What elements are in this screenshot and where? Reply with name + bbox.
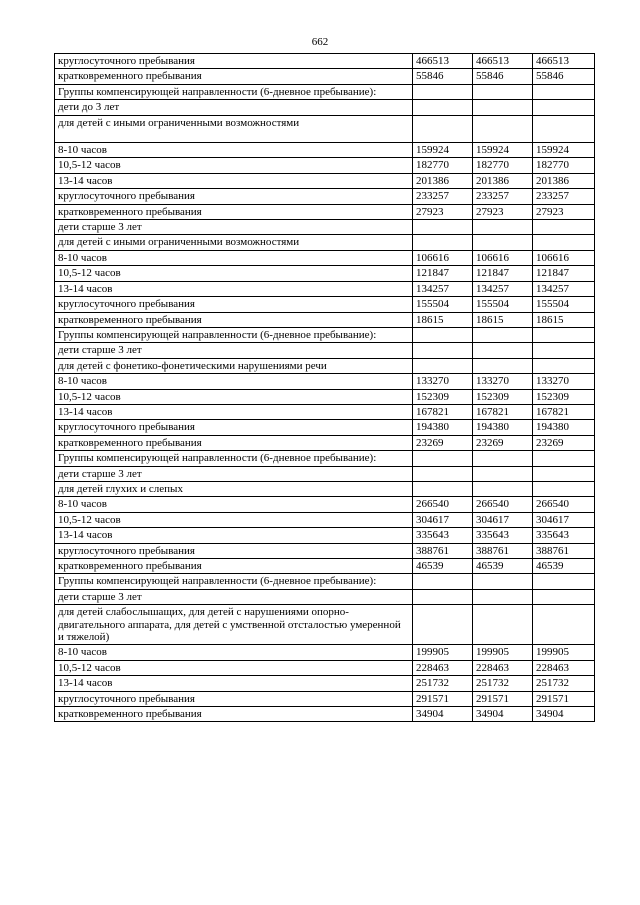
value-cell [413,481,473,496]
table-row [55,220,595,235]
value-cell: 182770 [413,158,473,173]
value-cell [413,466,473,481]
row-label: Группы компенсирующей направленности (6-дневное пребывание): [55,84,413,99]
value-cell [413,115,473,142]
value-cell [473,115,533,142]
table-row [55,54,595,69]
value-cell: 121847 [473,266,533,281]
table-row [55,69,595,84]
value-cell [413,343,473,358]
row-label: 13-14 часов [55,528,413,543]
value-cell: 34904 [473,707,533,722]
row-label: 13-14 часов [55,173,413,188]
value-cell: 106616 [533,250,595,265]
value-cell: 291571 [473,691,533,706]
value-cell: 201386 [473,173,533,188]
value-cell [533,358,595,373]
value-cell [533,100,595,115]
value-cell: 304617 [473,512,533,527]
value-cell: 23269 [533,435,595,450]
row-label: 8-10 часов [55,497,413,512]
value-cell: 55846 [473,69,533,84]
table-row [55,420,595,435]
value-cell [473,327,533,342]
value-cell [413,451,473,466]
value-cell [473,605,533,645]
row-label: дети старше 3 лет [55,466,413,481]
table-row [55,660,595,675]
table-row [55,266,595,281]
table-row [55,374,595,389]
value-cell: 228463 [413,660,473,675]
value-cell [413,84,473,99]
table-row [55,559,595,574]
value-cell: 133270 [473,374,533,389]
value-cell: 152309 [533,389,595,404]
value-cell: 23269 [473,435,533,450]
table-row [55,691,595,706]
value-cell: 46539 [533,559,595,574]
page-number: 662 [311,36,329,48]
row-label: 10,5-12 часов [55,660,413,675]
table-row [55,512,595,527]
row-label: 10,5-12 часов [55,266,413,281]
table-row [55,343,595,358]
row-label: 13-14 часов [55,281,413,296]
value-cell [413,358,473,373]
value-cell [413,327,473,342]
row-label: 10,5-12 часов [55,512,413,527]
table-row [55,574,595,589]
value-cell: 388761 [473,543,533,558]
value-cell: 466513 [413,54,473,69]
value-cell [413,589,473,604]
table-row [55,543,595,558]
table-row [55,84,595,99]
value-cell: 199905 [473,645,533,660]
table-row [55,466,595,481]
value-cell: 182770 [473,158,533,173]
value-cell [533,235,595,250]
value-cell: 46539 [413,559,473,574]
table-row [55,158,595,173]
value-cell: 167821 [413,404,473,419]
value-cell: 23269 [413,435,473,450]
row-label: кратковременного пребывания [55,204,413,219]
row-label: круглосуточного пребывания [55,543,413,558]
value-cell: 27923 [413,204,473,219]
value-cell [473,451,533,466]
value-cell: 34904 [413,707,473,722]
value-cell: 133270 [533,374,595,389]
row-label: кратковременного пребывания [55,707,413,722]
table-row [55,173,595,188]
table-row [55,100,595,115]
row-label: кратковременного пребывания [55,435,413,450]
table-row [55,528,595,543]
value-cell: 182770 [533,158,595,173]
value-cell: 155504 [473,297,533,312]
table-row [55,297,595,312]
value-cell: 251732 [533,676,595,691]
value-cell: 194380 [413,420,473,435]
value-cell [533,451,595,466]
table-row [55,707,595,722]
table-row [55,676,595,691]
value-cell: 133270 [413,374,473,389]
value-cell: 291571 [413,691,473,706]
value-cell: 201386 [533,173,595,188]
row-label: 10,5-12 часов [55,158,413,173]
value-cell: 152309 [473,389,533,404]
row-label: 8-10 часов [55,143,413,158]
value-cell: 159924 [413,143,473,158]
row-label: дети до 3 лет [55,100,413,115]
value-cell: 34904 [533,707,595,722]
value-cell: 159924 [533,143,595,158]
value-cell: 304617 [413,512,473,527]
row-label: для детей с иными ограниченными возможностями [55,115,413,142]
value-cell: 194380 [473,420,533,435]
value-cell: 121847 [413,266,473,281]
value-cell: 18615 [473,312,533,327]
value-cell: 121847 [533,266,595,281]
value-cell: 194380 [533,420,595,435]
row-label: Группы компенсирующей направленности (6-дневное пребывание): [55,451,413,466]
table-row [55,281,595,296]
value-cell [533,343,595,358]
value-cell [473,466,533,481]
table-row [55,312,595,327]
row-label: 10,5-12 часов [55,389,413,404]
value-cell: 201386 [413,173,473,188]
table-row [55,451,595,466]
value-cell: 266540 [533,497,595,512]
value-cell [413,605,473,645]
row-label: 13-14 часов [55,404,413,419]
value-cell: 251732 [473,676,533,691]
value-cell: 55846 [413,69,473,84]
row-label: кратковременного пребывания [55,559,413,574]
value-cell: 266540 [473,497,533,512]
row-label: дети старше 3 лет [55,220,413,235]
tariff-table-body [55,54,595,722]
row-label: 8-10 часов [55,374,413,389]
value-cell [533,466,595,481]
value-cell [533,220,595,235]
value-cell: 266540 [413,497,473,512]
value-cell [473,343,533,358]
table-row [55,189,595,204]
value-cell [533,605,595,645]
value-cell: 388761 [533,543,595,558]
row-label: 13-14 часов [55,676,413,691]
row-label: круглосуточного пребывания [55,420,413,435]
value-cell [533,589,595,604]
row-label: кратковременного пребывания [55,312,413,327]
row-label: для детей с фонетико-фонетическими нарушениями речи [55,358,413,373]
table-row [55,605,595,645]
value-cell: 228463 [473,660,533,675]
tariff-table [54,53,595,722]
table-row [55,404,595,419]
row-label: для детей глухих и слепых [55,481,413,496]
value-cell: 27923 [473,204,533,219]
value-cell: 134257 [473,281,533,296]
value-cell [533,481,595,496]
table-row [55,235,595,250]
table-row [55,389,595,404]
value-cell: 159924 [473,143,533,158]
value-cell: 134257 [413,281,473,296]
table-row [55,204,595,219]
value-cell [473,589,533,604]
value-cell [413,574,473,589]
table-row [55,589,595,604]
value-cell: 167821 [533,404,595,419]
value-cell: 18615 [413,312,473,327]
row-label: дети старше 3 лет [55,589,413,604]
value-cell: 304617 [533,512,595,527]
value-cell: 152309 [413,389,473,404]
row-label: круглосуточного пребывания [55,54,413,69]
value-cell [533,327,595,342]
value-cell [533,84,595,99]
value-cell: 106616 [413,250,473,265]
value-cell: 466513 [473,54,533,69]
table-row [55,645,595,660]
value-cell: 155504 [413,297,473,312]
value-cell [473,358,533,373]
value-cell: 106616 [473,250,533,265]
table-row [55,143,595,158]
row-label: 8-10 часов [55,250,413,265]
value-cell: 335643 [533,528,595,543]
value-cell: 251732 [413,676,473,691]
row-label: кратковременного пребывания [55,69,413,84]
value-cell: 134257 [533,281,595,296]
value-cell [413,235,473,250]
table-row [55,481,595,496]
row-label: дети старше 3 лет [55,343,413,358]
value-cell [533,574,595,589]
table-row [55,250,595,265]
value-cell: 466513 [533,54,595,69]
row-label: для детей с иными ограниченными возможностями [55,235,413,250]
value-cell [473,100,533,115]
table-row [55,115,595,142]
row-label: Группы компенсирующей направленности (6-дневное пребывание): [55,574,413,589]
row-label: круглосуточного пребывания [55,189,413,204]
row-label: для детей слабослышащих, для детей с нарушениями опорно-двигательного аппарата, для детей с умственной отсталостью умеренной и тяжелой) [55,605,413,645]
value-cell [413,220,473,235]
row-label: круглосуточного пребывания [55,691,413,706]
value-cell [473,235,533,250]
row-label: 8-10 часов [55,645,413,660]
value-cell: 27923 [533,204,595,219]
table-row [55,327,595,342]
value-cell [533,115,595,142]
value-cell: 199905 [413,645,473,660]
value-cell: 388761 [413,543,473,558]
table-row [55,497,595,512]
value-cell [473,84,533,99]
value-cell: 167821 [473,404,533,419]
value-cell [473,574,533,589]
value-cell [473,220,533,235]
value-cell [413,100,473,115]
row-label: Группы компенсирующей направленности (6-дневное пребывание): [55,327,413,342]
value-cell: 291571 [533,691,595,706]
value-cell: 335643 [413,528,473,543]
value-cell: 199905 [533,645,595,660]
value-cell: 233257 [533,189,595,204]
value-cell: 233257 [413,189,473,204]
value-cell: 233257 [473,189,533,204]
value-cell: 46539 [473,559,533,574]
value-cell: 18615 [533,312,595,327]
value-cell [473,481,533,496]
row-label: круглосуточного пребывания [55,297,413,312]
table-row [55,435,595,450]
table-row [55,358,595,373]
value-cell: 228463 [533,660,595,675]
value-cell: 335643 [473,528,533,543]
value-cell: 55846 [533,69,595,84]
value-cell: 155504 [533,297,595,312]
